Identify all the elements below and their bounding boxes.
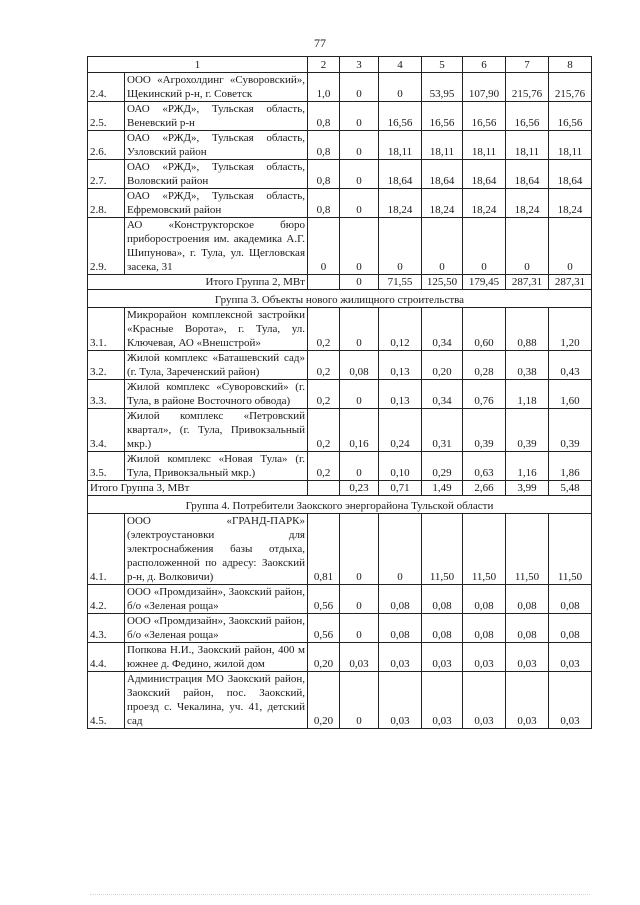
table-row (88, 514, 592, 585)
table-row (88, 672, 592, 729)
value-cell: 18,11 (506, 131, 549, 160)
value-cell: 0,2 (308, 308, 340, 351)
value-cell: 0,88 (506, 308, 549, 351)
value-cell: 0,34 (422, 380, 463, 409)
table-row (88, 160, 592, 189)
column-number-row (88, 57, 592, 73)
total-value-cell: 3,99 (506, 481, 549, 496)
value-cell: 0,08 (506, 614, 549, 643)
value-cell: 0,56 (308, 585, 340, 614)
value-cell: 53,95 (422, 73, 463, 102)
value-cell: 0,03 (379, 672, 422, 729)
value-cell: 18,24 (422, 189, 463, 218)
value-cell: 0,03 (549, 643, 592, 672)
total-value-cell: 2,66 (463, 481, 506, 496)
value-cell: 0,39 (463, 409, 506, 452)
value-cell: 18,24 (463, 189, 506, 218)
row-number: 3.1. (88, 308, 125, 351)
value-cell: 18,11 (463, 131, 506, 160)
value-cell: 16,56 (379, 102, 422, 131)
value-cell: 0,39 (506, 409, 549, 452)
value-cell: 18,64 (549, 160, 592, 189)
consumer-name: ОАО «РЖД», Тульская область, Узловский район (125, 131, 308, 160)
table-row (88, 585, 592, 614)
consumer-name: ООО «Агрохолдинг «Суворовский», Щекинский р-н, г. Советск (125, 73, 308, 102)
value-cell: 0,2 (308, 380, 340, 409)
row-number: 3.3. (88, 380, 125, 409)
value-cell: 0,20 (308, 643, 340, 672)
value-cell: 0,8 (308, 131, 340, 160)
value-cell: 0,03 (506, 672, 549, 729)
value-cell: 1,0 (308, 73, 340, 102)
value-cell: 0 (340, 160, 379, 189)
row-number: 2.6. (88, 131, 125, 160)
value-cell: 0,08 (506, 585, 549, 614)
value-cell: 1,16 (506, 452, 549, 481)
value-cell: 1,86 (549, 452, 592, 481)
row-number: 3.2. (88, 351, 125, 380)
value-cell: 0 (340, 585, 379, 614)
page-number: 77 (314, 36, 326, 50)
row-number: 2.7. (88, 160, 125, 189)
value-cell: 0 (340, 452, 379, 481)
value-cell: 0,43 (549, 351, 592, 380)
value-cell: 0,03 (422, 672, 463, 729)
value-cell: 0,81 (308, 514, 340, 585)
value-cell: 0,08 (422, 614, 463, 643)
total-value-cell: 179,45 (463, 275, 506, 290)
total-value-cell: 125,50 (422, 275, 463, 290)
value-cell: 0,12 (379, 308, 422, 351)
value-cell: 0 (340, 614, 379, 643)
value-cell: 11,50 (463, 514, 506, 585)
value-cell: 0 (340, 73, 379, 102)
row-number: 4.3. (88, 614, 125, 643)
row-number: 2.4. (88, 73, 125, 102)
total-value-cell: 287,31 (549, 275, 592, 290)
table-row (88, 351, 592, 380)
value-cell: 0 (340, 672, 379, 729)
value-cell: 18,64 (463, 160, 506, 189)
column-number: 3 (340, 57, 379, 73)
value-cell: 0,2 (308, 351, 340, 380)
value-cell: 1,20 (549, 308, 592, 351)
value-cell: 0,03 (506, 643, 549, 672)
total-value-cell: 71,55 (379, 275, 422, 290)
value-cell: 0 (379, 514, 422, 585)
column-number: 8 (549, 57, 592, 73)
value-cell: 11,50 (506, 514, 549, 585)
table-row (88, 131, 592, 160)
value-cell: 0,24 (379, 409, 422, 452)
value-cell: 0,39 (549, 409, 592, 452)
value-cell: 18,64 (379, 160, 422, 189)
consumer-name: АО «Конструкторское бюро приборостроения им. академика А.Г. Шипунова», г. Тула, ул. Щегловская засека, 31 (125, 218, 308, 275)
value-cell: 18,24 (506, 189, 549, 218)
value-cell: 0 (340, 131, 379, 160)
table-row (88, 643, 592, 672)
total-label: Итого Группа 2, МВт (88, 275, 308, 290)
total-value-cell (308, 275, 340, 290)
value-cell: 1,18 (506, 380, 549, 409)
value-cell: 0 (340, 102, 379, 131)
value-cell: 0 (340, 514, 379, 585)
consumer-name: ОАО «РЖД», Тульская область, Веневский р-н (125, 102, 308, 131)
value-cell: 11,50 (422, 514, 463, 585)
value-cell: 0,29 (422, 452, 463, 481)
value-cell: 0,60 (463, 308, 506, 351)
value-cell: 18,11 (422, 131, 463, 160)
table-row (88, 308, 592, 351)
value-cell: 16,56 (506, 102, 549, 131)
total-label: Итого Группа 3, МВт (88, 481, 308, 496)
value-cell: 0,2 (308, 409, 340, 452)
value-cell: 0 (308, 218, 340, 275)
value-cell: 16,56 (422, 102, 463, 131)
value-cell: 215,76 (506, 73, 549, 102)
consumer-name: Попкова Н.И., Заокский район, 400 м южнее д. Федино, жилой дом (125, 643, 308, 672)
value-cell: 0,20 (308, 672, 340, 729)
value-cell: 0 (340, 308, 379, 351)
value-cell: 18,24 (549, 189, 592, 218)
value-cell: 0,03 (340, 643, 379, 672)
value-cell: 18,64 (506, 160, 549, 189)
group-heading: Группа 4. Потребители Заокского энергорайона Тульской области (88, 496, 592, 514)
consumer-name: Жилой комплекс «Новая Тула» (г. Тула, Привокзальный мкр.) (125, 452, 308, 481)
consumer-name: ООО «Промдизайн», Заокский район, б/о «Зеленая роща» (125, 614, 308, 643)
value-cell: 18,64 (422, 160, 463, 189)
consumer-name: ООО «ГРАНД-ПАРК» (электроустановки для электроснабжения базы отдыха, расположенной по адресу: Заокский р-н, д. Волковичи) (125, 514, 308, 585)
value-cell: 0,8 (308, 160, 340, 189)
value-cell: 0 (422, 218, 463, 275)
group-heading-row (88, 290, 592, 308)
value-cell: 18,11 (379, 131, 422, 160)
capacity-table (87, 56, 592, 729)
value-cell: 215,76 (549, 73, 592, 102)
value-cell: 0 (506, 218, 549, 275)
value-cell: 0,8 (308, 189, 340, 218)
total-value-cell (308, 481, 340, 496)
column-number: 5 (422, 57, 463, 73)
total-value-cell: 287,31 (506, 275, 549, 290)
value-cell: 0,16 (340, 409, 379, 452)
value-cell: 0 (340, 189, 379, 218)
total-row (88, 481, 592, 496)
value-cell: 0 (340, 218, 379, 275)
value-cell: 0,08 (549, 585, 592, 614)
value-cell: 0,13 (379, 380, 422, 409)
row-number: 2.9. (88, 218, 125, 275)
consumer-name: Микрорайон комплексной застройки «Красные Ворота», г. Тула, ул. Ключевая, АО «Внешстрой» (125, 308, 308, 351)
table-row (88, 452, 592, 481)
row-number: 4.5. (88, 672, 125, 729)
table-row (88, 189, 592, 218)
consumer-name: ОАО «РЖД», Тульская область, Воловский район (125, 160, 308, 189)
value-cell: 0 (549, 218, 592, 275)
value-cell: 0,13 (379, 351, 422, 380)
value-cell: 0,28 (463, 351, 506, 380)
row-number: 2.5. (88, 102, 125, 131)
consumer-name: Жилой комплекс «Баташевский сад» (г. Тула, Зареченский район) (125, 351, 308, 380)
value-cell: 107,90 (463, 73, 506, 102)
consumer-name: ООО «Промдизайн», Заокский район, б/о «Зеленая роща» (125, 585, 308, 614)
value-cell: 0,38 (506, 351, 549, 380)
value-cell: 16,56 (463, 102, 506, 131)
value-cell: 0,03 (549, 672, 592, 729)
value-cell: 0,2 (308, 452, 340, 481)
value-cell: 0,08 (463, 614, 506, 643)
consumer-name: Жилой комплекс «Петровский квартал», (г. Тула, Привокзальный мкр.) (125, 409, 308, 452)
total-value-cell: 0,71 (379, 481, 422, 496)
value-cell: 1,60 (549, 380, 592, 409)
value-cell: 0,63 (463, 452, 506, 481)
table-row (88, 409, 592, 452)
value-cell: 0 (463, 218, 506, 275)
value-cell: 11,50 (549, 514, 592, 585)
column-number: 1 (88, 57, 308, 73)
value-cell: 0 (379, 218, 422, 275)
value-cell: 0,03 (379, 643, 422, 672)
value-cell: 0,76 (463, 380, 506, 409)
value-cell: 0,08 (549, 614, 592, 643)
total-value-cell: 5,48 (549, 481, 592, 496)
value-cell: 0,56 (308, 614, 340, 643)
table-row (88, 73, 592, 102)
value-cell: 16,56 (549, 102, 592, 131)
total-value-cell: 0,23 (340, 481, 379, 496)
table-body (88, 57, 592, 729)
value-cell: 0,08 (340, 351, 379, 380)
value-cell: 0,08 (379, 585, 422, 614)
consumer-name: ОАО «РЖД», Тульская область, Ефремовский район (125, 189, 308, 218)
table-row (88, 614, 592, 643)
consumer-name: Администрация МО Заокский район, Заокский район, пос. Заокский, проезд с. Чекалина, уч. 41, детский сад (125, 672, 308, 729)
value-cell: 0 (379, 73, 422, 102)
value-cell: 18,24 (379, 189, 422, 218)
value-cell: 0,03 (422, 643, 463, 672)
total-value-cell: 1,49 (422, 481, 463, 496)
value-cell: 0,08 (463, 585, 506, 614)
scan-artifact (90, 890, 590, 895)
value-cell: 0,8 (308, 102, 340, 131)
column-number: 6 (463, 57, 506, 73)
value-cell: 0,31 (422, 409, 463, 452)
value-cell: 0,08 (422, 585, 463, 614)
row-number: 4.1. (88, 514, 125, 585)
column-number: 2 (308, 57, 340, 73)
table-row (88, 102, 592, 131)
row-number: 4.4. (88, 643, 125, 672)
value-cell: 0,03 (463, 672, 506, 729)
table-row (88, 380, 592, 409)
value-cell: 0,34 (422, 308, 463, 351)
total-value-cell: 0 (340, 275, 379, 290)
value-cell: 0,08 (379, 614, 422, 643)
group-heading-row (88, 496, 592, 514)
total-row (88, 275, 592, 290)
row-number: 2.8. (88, 189, 125, 218)
column-number: 4 (379, 57, 422, 73)
table-row (88, 218, 592, 275)
consumer-name: Жилой комплекс «Суворовский» (г. Тула, в районе Восточного обвода) (125, 380, 308, 409)
value-cell: 0,20 (422, 351, 463, 380)
row-number: 3.5. (88, 452, 125, 481)
row-number: 4.2. (88, 585, 125, 614)
value-cell: 0 (340, 380, 379, 409)
group-heading: Группа 3. Объекты нового жилищного строительства (88, 290, 592, 308)
value-cell: 0,03 (463, 643, 506, 672)
row-number: 3.4. (88, 409, 125, 452)
column-number: 7 (506, 57, 549, 73)
value-cell: 0,10 (379, 452, 422, 481)
value-cell: 18,11 (549, 131, 592, 160)
